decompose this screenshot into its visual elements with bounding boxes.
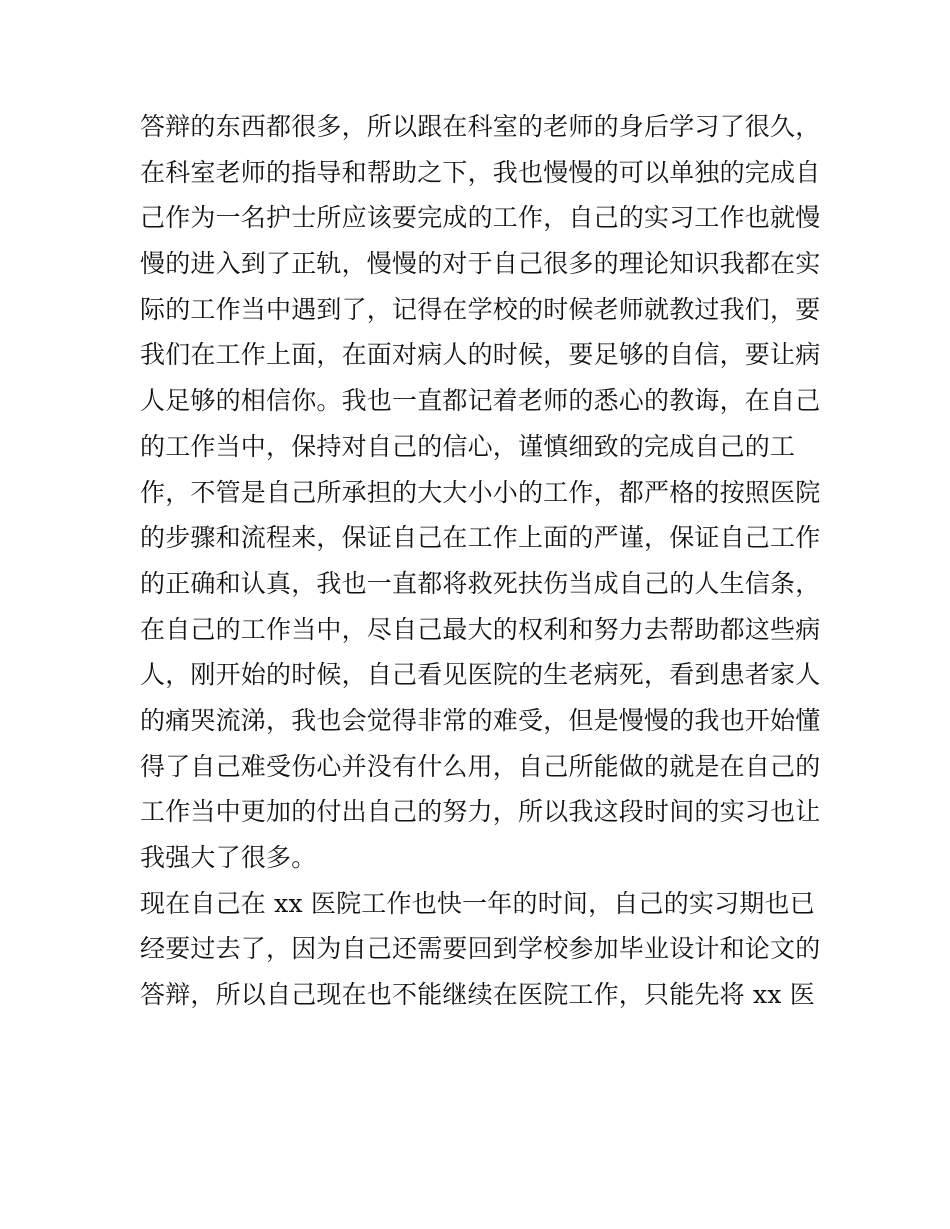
text-line: 我们在工作上面，在面对病人的时候，要足够的自信，要让病 <box>140 340 821 370</box>
text-line: 际的工作当中遇到了，记得在学校的时候老师就教过我们，要 <box>140 294 821 324</box>
text-line: 工作当中更加的付出自己的努力，所以我这段时间的实习也让 <box>140 797 821 827</box>
text-line: 经要过去了，因为自己还需要回到学校参加毕业设计和论文的 <box>140 934 821 964</box>
paragraph-start-line: 现在自己在 xx 医院工作也快一年的时间，自己的实习期也已 <box>140 888 815 918</box>
text-line: 答辩，所以自己现在也不能继续在医院工作，只能先将 xx 医 <box>140 980 815 1010</box>
text-line: 己作为一名护士所应该要完成的工作，自己的实习工作也就慢 <box>140 203 821 233</box>
text-line: 慢的进入到了正轨，慢慢的对于自己很多的理论知识我都在实 <box>140 249 821 279</box>
text-line: 的工作当中，保持对自己的信心，谨慎细致的完成自己的工 <box>140 431 796 461</box>
text-line: 答辩的东西都很多，所以跟在科室的老师的身后学习了很久， <box>140 112 821 141</box>
text-line: 在科室老师的指导和帮助之下，我也慢慢的可以单独的完成自 <box>140 157 821 187</box>
text-line: 在自己的工作当中，尽自己最大的权利和努力去帮助都这些病 <box>140 614 821 644</box>
body-text <box>140 104 820 1018</box>
text-line: 人，刚开始的时候，自己看见医院的生老病死，看到患者家人 <box>140 660 821 690</box>
text-line: 得了自己难受伤心并没有什么用，自己所能做的就是在自己的 <box>140 751 821 781</box>
text-line: 人足够的相信你。我也一直都记着老师的悉心的教诲，在自己 <box>140 386 821 416</box>
text-line: 的痛哭流涕，我也会觉得非常的难受，但是慢慢的我也开始懂 <box>140 705 821 735</box>
text-line: 的正确和认真，我也一直都将救死扶伤当成自己的人生信条， <box>140 568 821 598</box>
text-line: 的步骤和流程来，保证自己在工作上面的严谨，保证自己工作 <box>140 523 821 553</box>
text-line: 我强大了很多。 <box>140 843 317 872</box>
text-line: 作，不管是自己所承担的大大小小的工作，都严格的按照医院 <box>140 477 821 507</box>
